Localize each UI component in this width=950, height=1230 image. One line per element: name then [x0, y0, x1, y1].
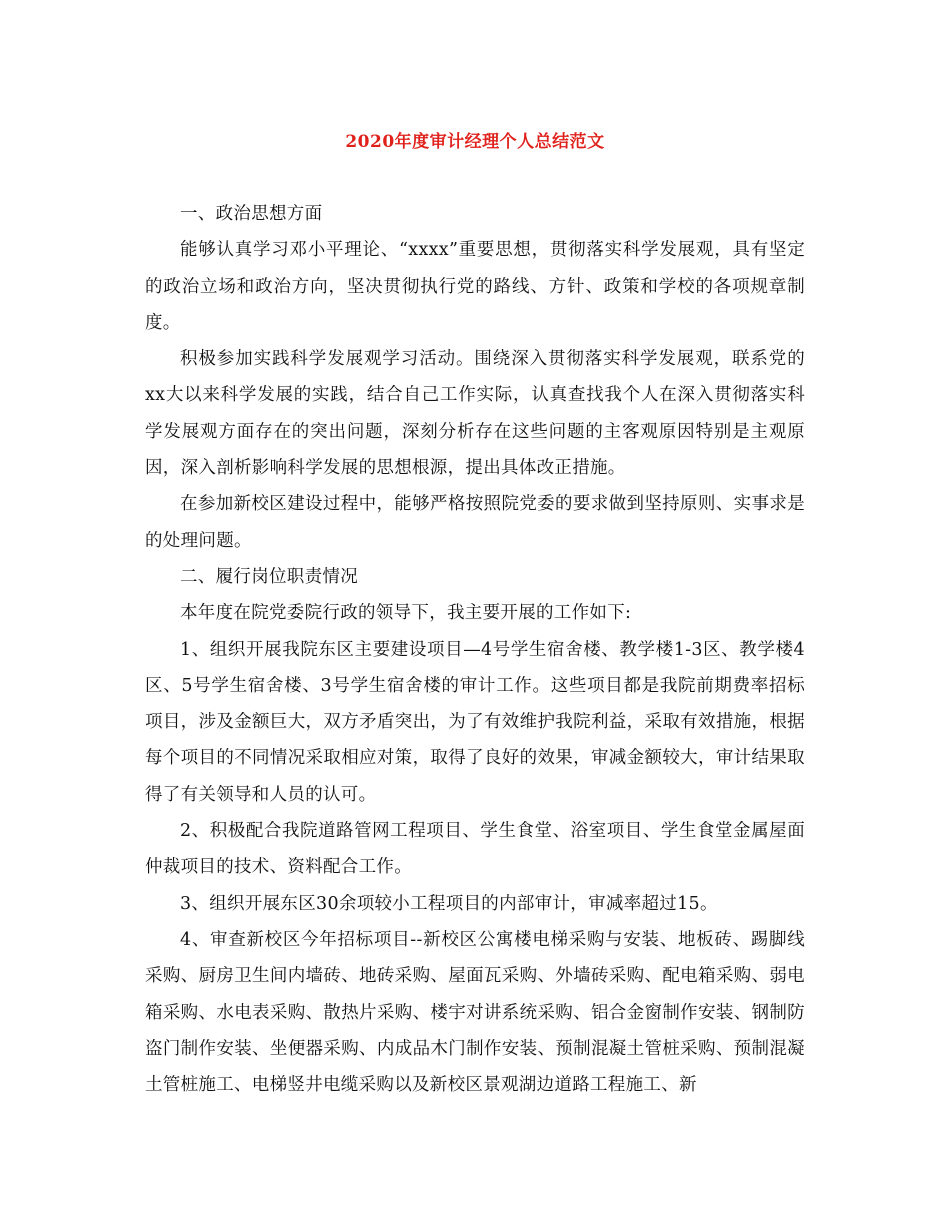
document-title: 2020年度审计经理个人总结范文 [345, 132, 605, 152]
paragraph-practice-activity: 积极参加实践科学发展观学习活动。围绕深入贯彻落实科学发展观，联系党的xx大以来科学发展的实践，结合自己工作实际，认真查找我个人在深入贯彻落实科学发展观方面存在的突出问题，深刻分析存在这些问题的主客观原因特别是主观原因，深入剖析影响科学发展的思想根源，提出具体改正措施。 [145, 349, 805, 479]
list-item-4: 4、审查新校区今年招标项目--新校区公寓楼电梯采购与安装、地板砖、踢脚线采购、厨房卫生间内墙砖、地砖采购、屋面瓦采购、外墙砖采购、配电箱采购、弱电箱采购、水电表采购、散热片采购、楼宇对讲系统采购、铝合金窗制作安装、钢制防盗门制作安装、坐便器采购、内成品木门制作安装、预制混凝土管桩采购、预制混凝土管桩施工、电梯竖井电缆采购以及新校区景观湖边道路工程施工、新 [145, 929, 805, 1096]
list-item-2: 2、积极配合我院道路管网工程项目、学生食堂、浴室项目、学生食堂金属屋面仲裁项目的技术、资料配合工作。 [145, 821, 805, 878]
document-body [145, 196, 805, 1103]
paragraph-new-campus: 在参加新校区建设过程中，能够严格按照院党委的要求做到坚持原则、实事求是的处理问题。 [145, 494, 805, 551]
section-heading-duties: 二、履行岗位职责情况 [180, 566, 358, 587]
list-item-1: 1、组织开展我院东区主要建设项目—4号学生宿舍楼、教学楼1-3区、教学楼4区、5号学生宿舍楼、3号学生宿舍楼的审计工作。这些项目都是我院前期费率招标项目，涉及金额巨大，双方矛盾突出，为了有效维护我院利益，采取有效措施，根据每个项目的不同情况采取相应对策，取得了良好的效果，审减金额较大，审计结果取得了有关领导和人员的认可。 [145, 639, 805, 805]
list-item-3: 3、组织开展东区30余项较小工程项目的内部审计，审减率超过15。 [180, 893, 718, 914]
paragraph-work-intro: 本年度在院党委院行政的领导下，我主要开展的工作如下: [180, 603, 632, 624]
paragraph-study-theory: 能够认真学习邓小平理论、“xxxx”重要思想，贯彻落实科学发展观，具有坚定的政治立场和政治方向，坚决贯彻执行党的路线、方针、政策和学校的各项规章制度。 [145, 240, 805, 333]
section-heading-political: 一、政治思想方面 [180, 204, 323, 224]
